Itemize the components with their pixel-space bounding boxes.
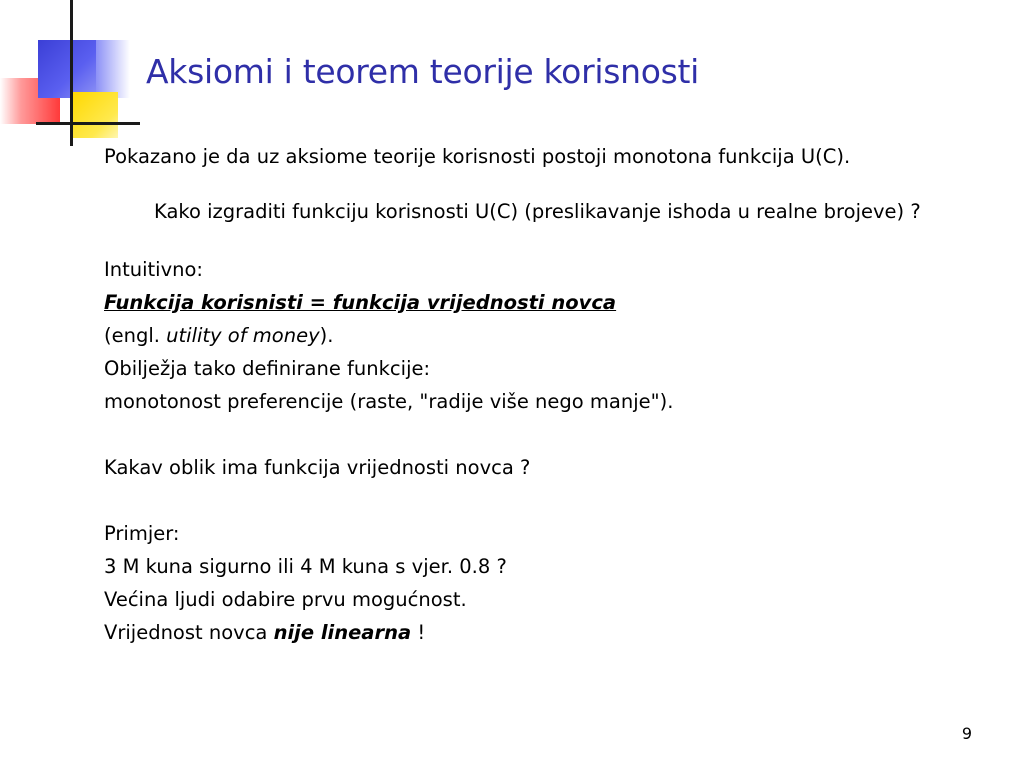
body-paragraph-english: [104, 319, 994, 352]
body-paragraph-shape-question: Kakav oblik ima funkcija vrijednosti novca ?: [104, 456, 531, 479]
slide-title: Aksiomi i teorem teorije korisnosti: [146, 52, 699, 91]
body-paragraph-features: Obilježja tako definirane funkcije:: [104, 357, 431, 380]
body-paragraph-conclusion: [104, 616, 994, 649]
body-paragraph-monotonicity: monotonost preferencije (raste, "radije više nego manje").: [104, 390, 674, 413]
blue-square: [38, 40, 96, 98]
conclusion-prefix: Vrijednost novca: [104, 621, 274, 644]
body-paragraph-example: 3 M kuna sigurno ili 4 M kuna s vjer. 0.8 ?: [104, 555, 507, 578]
horizontal-line: [36, 122, 140, 125]
conclusion-suffix: !: [411, 621, 426, 644]
spacer: [104, 418, 994, 451]
english-prefix: (engl.: [104, 324, 167, 347]
page-number: 9: [961, 724, 972, 743]
body-paragraph-monotone: Pokazano je da uz aksiome teorije korisnosti postoji monotona funkcija U(C).: [104, 145, 851, 168]
definition-emphasis: Funkcija korisnisti = funkcija vrijednosti novca: [104, 291, 617, 314]
blue-square-fade: [96, 40, 130, 98]
body-paragraph-example-label: Primjer:: [104, 522, 180, 545]
body-paragraph-majority: Većina ljudi odabire prvu mogućnost.: [104, 588, 467, 611]
slide-body: [104, 140, 994, 649]
decorative-logo-squares: [0, 0, 140, 150]
body-paragraph-definition: [104, 286, 994, 319]
spacer: [104, 484, 994, 517]
conclusion-emphasis: nije linearna: [273, 621, 412, 644]
english-suffix: ).: [319, 324, 334, 347]
body-paragraph-intuitive: Intuitivno:: [104, 258, 203, 281]
body-subparagraph-question: Kako izgraditi funkciju korisnosti U(C) (preslikavanje ishoda u realne brojeve) ?: [154, 200, 921, 223]
yellow-square: [72, 92, 118, 138]
english-term: utility of money: [166, 324, 320, 347]
